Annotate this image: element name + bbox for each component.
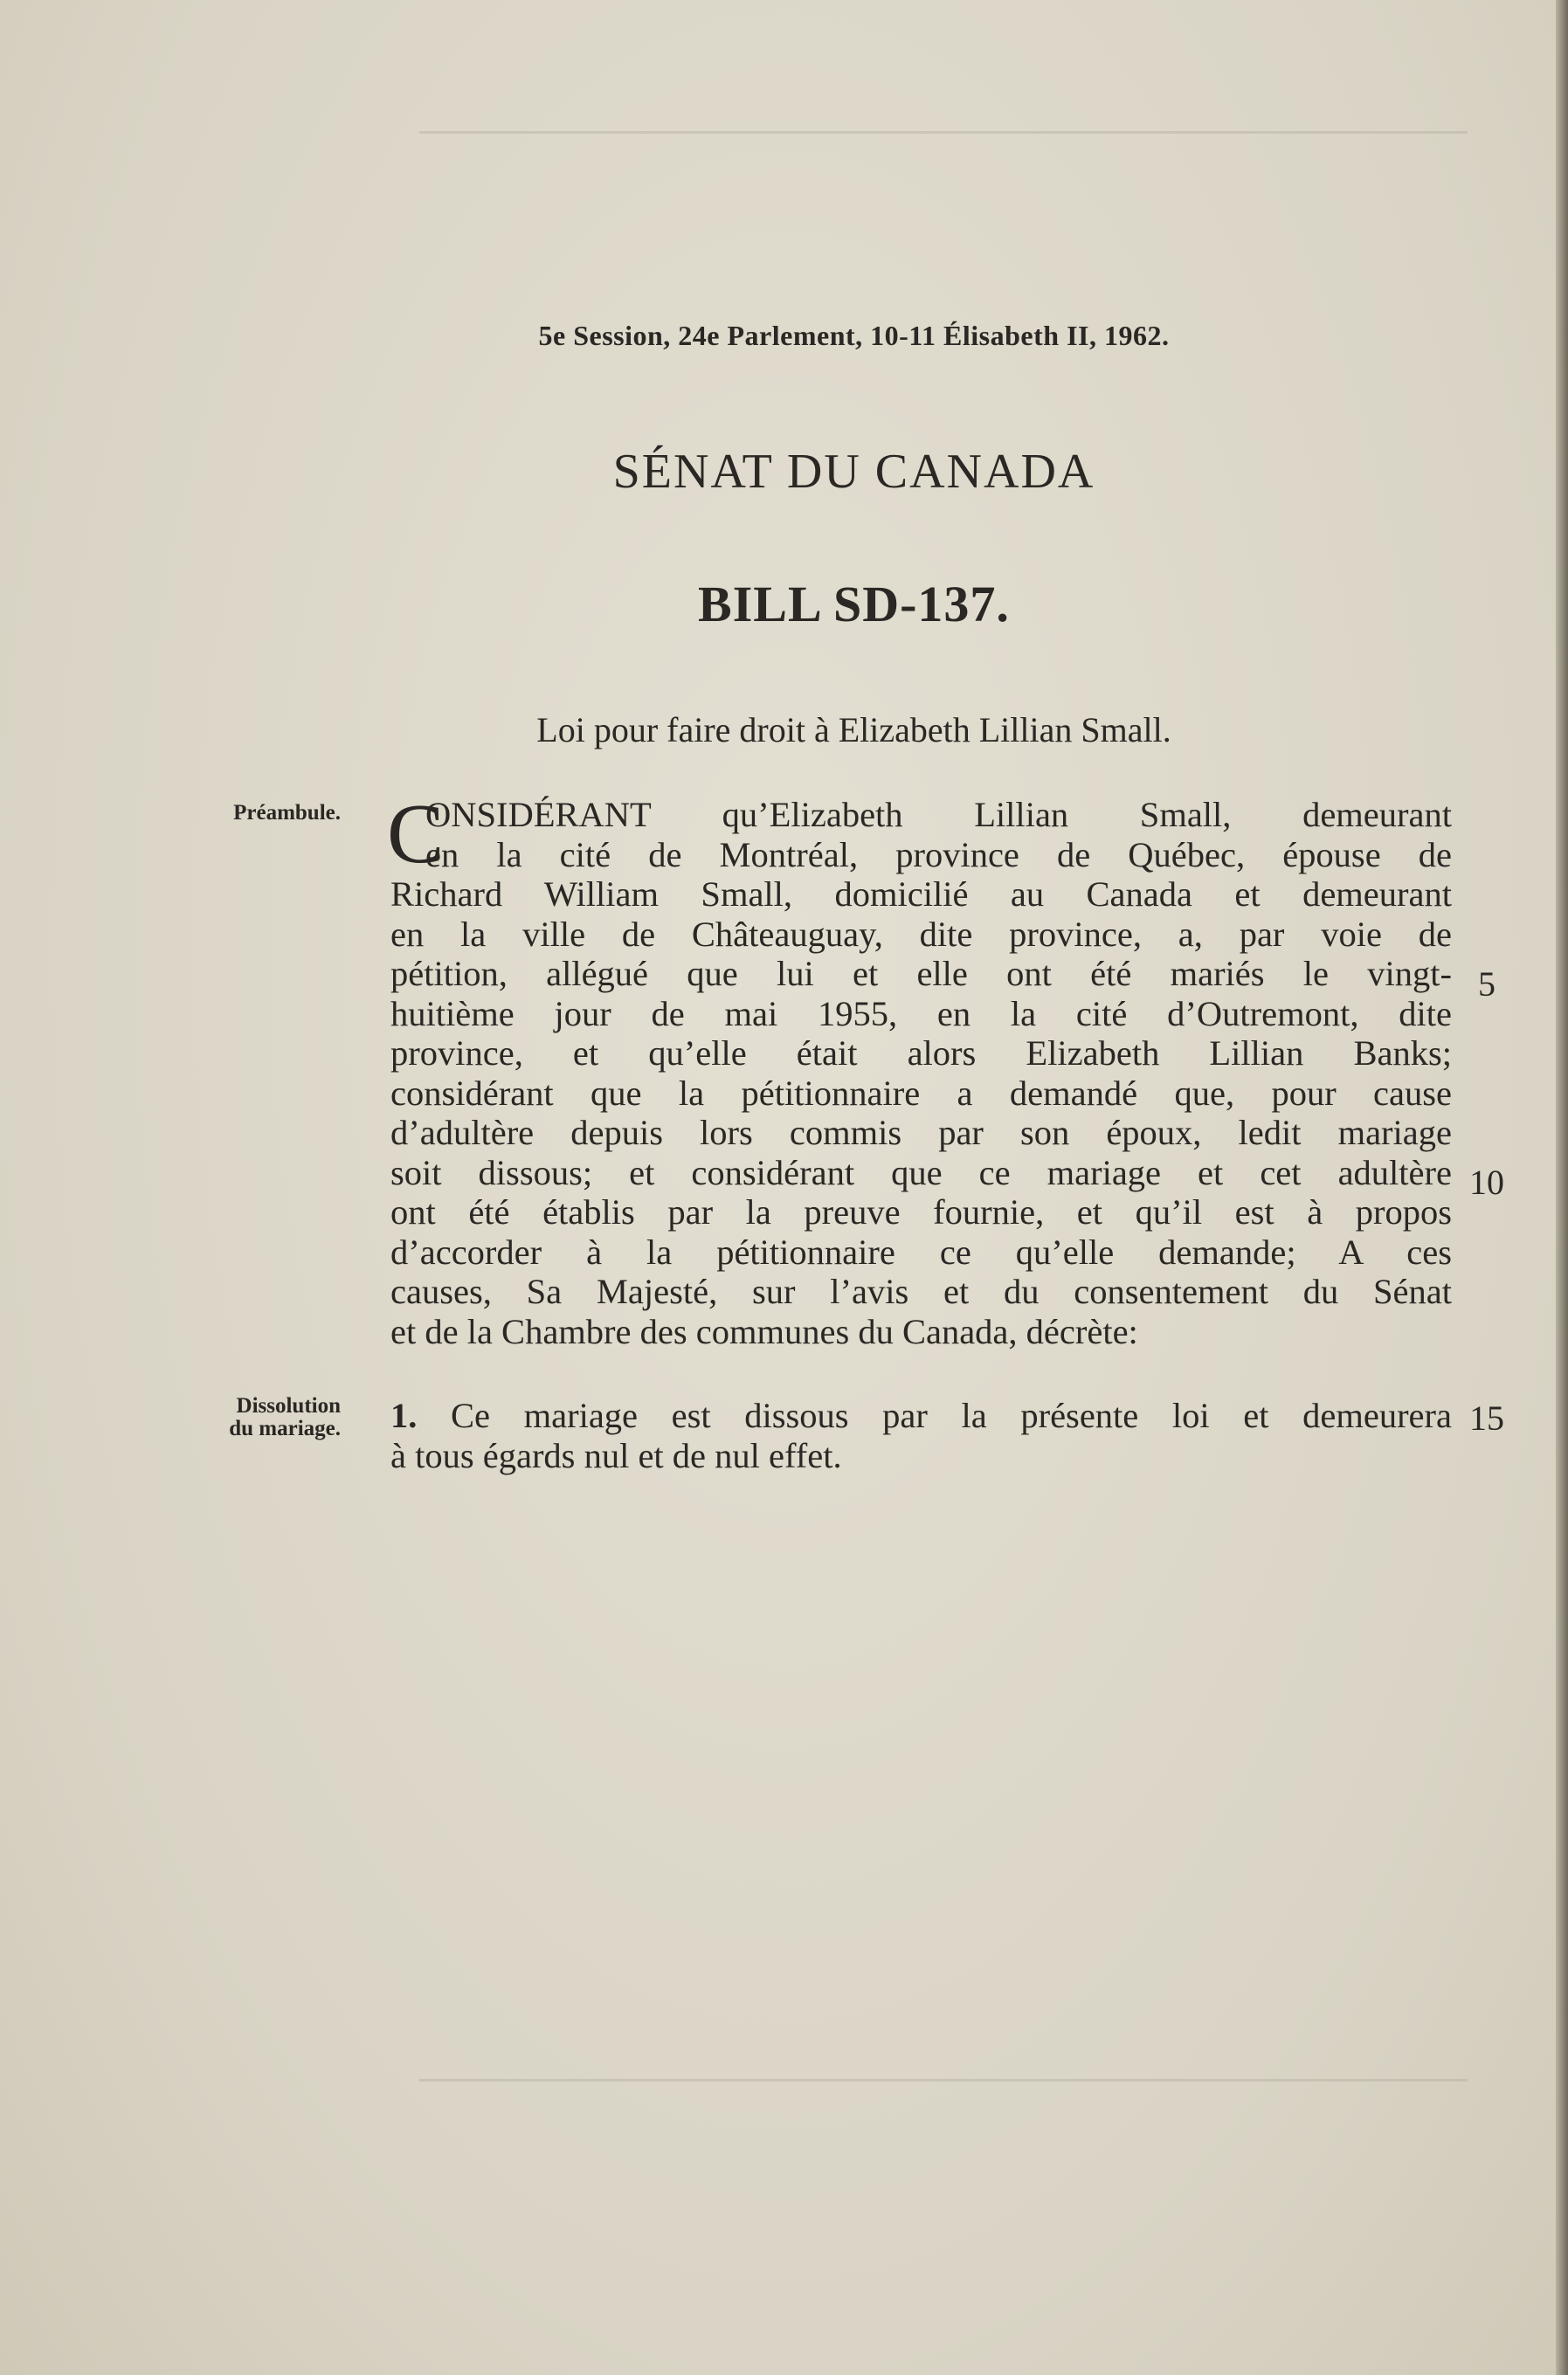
session-line: 5e Session, 24e Parlement, 10-11 Élisabeth II, 1962. (538, 320, 1170, 351)
drop-cap: C (387, 787, 445, 881)
preamble-line: pétition, allégué que lui et elle ont été mariés le vingt- (390, 954, 1452, 993)
preamble-line: en la cité de Montréal, province de Québec, épouse de (425, 834, 1452, 874)
margin-note-line: du mariage. (229, 1417, 341, 1440)
section-number: 1. (390, 1396, 418, 1435)
page-edge-shadow (1556, 0, 1568, 2375)
preamble-line: d’adultère depuis lors commis par son époux, ledit mariage (390, 1113, 1452, 1152)
preamble-line: Richard William Small, domicilié au Canada et demeurant (390, 874, 1452, 914)
preamble-line: province, et qu’elle était alors Elizabeth Lillian Banks; (390, 1033, 1452, 1073)
margin-note-dissolution (166, 1395, 341, 1440)
preamble-line: considérant que la pétitionnaire a demandé que, pour cause (390, 1073, 1452, 1113)
chamber-title: SÉNAT DU CANADA (612, 445, 1095, 499)
show-through-line (419, 2079, 1468, 2082)
preamble-line: huitième jour de mai 1955, en la cité d’Outremont, dite (390, 993, 1452, 1033)
preamble-line: en la ville de Châteauguay, dite province, a, par voie de (390, 914, 1452, 954)
line-number: 5 (1478, 964, 1495, 1004)
section-line (390, 1396, 1452, 1436)
line-number: 10 (1469, 1163, 1504, 1202)
preamble-line: causes, Sa Majesté, sur l’avis et du consentement du Sénat (390, 1272, 1452, 1311)
preamble-paragraph (390, 795, 1452, 1351)
margin-note-preamble: Préambule. (233, 801, 341, 825)
preamble-line: soit dissous; et considérant que ce mariage et cet adultère (390, 1152, 1452, 1192)
margin-note-line: Dissolution (236, 1394, 341, 1418)
act-title: Loi pour faire droit à Elizabeth Lillian Small. (536, 710, 1171, 749)
show-through-line (419, 131, 1468, 134)
preamble-line: ONSIDÉRANT qu’Elizabeth Lillian Small, demeurant (425, 795, 1452, 834)
preamble-line: et de la Chambre des communes du Canada, décrète: (390, 1311, 1138, 1351)
preamble-line: ont été établis par la preuve fournie, et qu’il est à propos (390, 1192, 1452, 1232)
section-1 (390, 1396, 1452, 1475)
section-line: à tous égards nul et de nul effet. (390, 1435, 842, 1475)
preamble-line: d’accorder à la pétitionnaire ce qu’elle demande; A ces (390, 1232, 1452, 1272)
bill-number: BILL SD-137. (698, 576, 1010, 632)
line-number: 15 (1469, 1398, 1504, 1438)
section-text: Ce mariage est dissous par la présente loi et demeurera (451, 1396, 1452, 1435)
